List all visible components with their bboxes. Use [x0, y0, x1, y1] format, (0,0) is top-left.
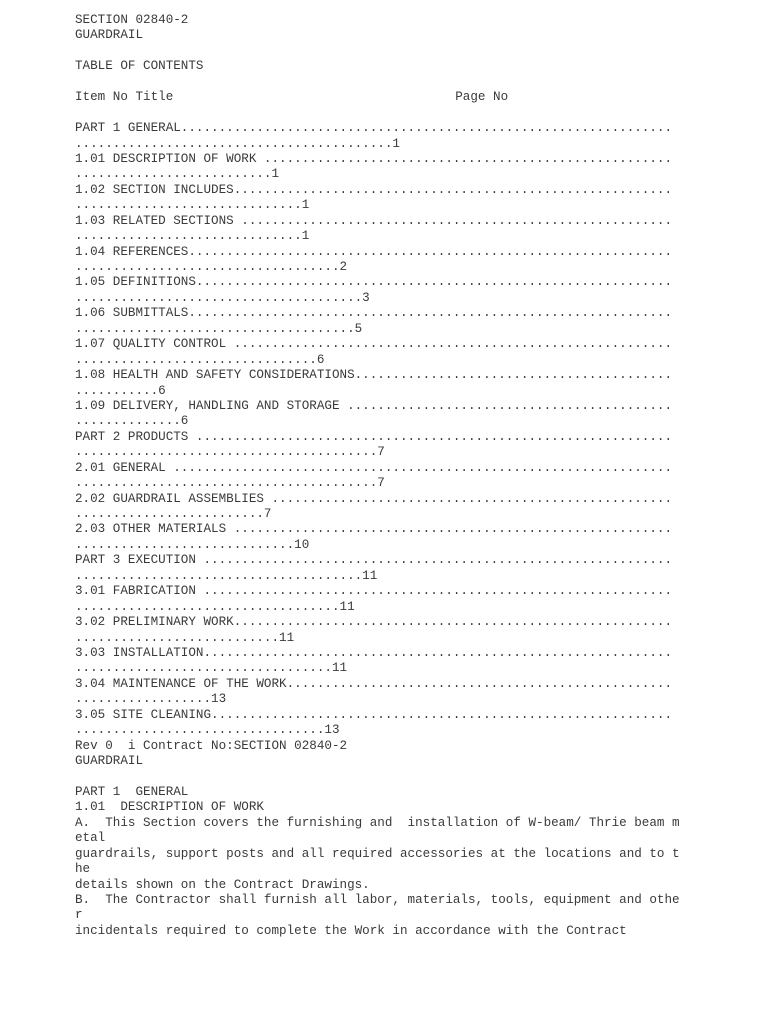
- toc-entry-page: ...........6: [75, 383, 166, 398]
- body-text-line: details shown on the Contract Drawings.: [75, 877, 370, 892]
- body-text-line: incidentals required to complete the Work in accordance with the Contract: [75, 923, 627, 938]
- toc-entry-page: .....................................5: [75, 321, 363, 336]
- section-title: GUARDRAIL: [75, 28, 144, 43]
- toc-entry-leader: PART 3 EXECUTION ..............................................................: [75, 553, 673, 568]
- toc-entry-page: ..........................................1: [75, 136, 400, 151]
- toc-entry-page: ..........................1: [75, 167, 280, 182]
- toc-entry-leader: 3.04 MAINTENANCE OF THE WORK...................................................: [75, 676, 673, 691]
- toc-entry-page: ..............6: [75, 414, 189, 429]
- toc-entry-page: ...........................11: [75, 630, 295, 645]
- toc-entry-page: ......................................11: [75, 568, 378, 583]
- toc-entry-page: .........................7: [75, 507, 272, 521]
- toc-entry-page: ..................13: [75, 692, 227, 707]
- body-text-line: B. The Contractor shall furnish all labor, materials, tools, equipment and othe: [75, 892, 680, 907]
- subheading: 1.01 DESCRIPTION OF WORK: [75, 800, 264, 815]
- toc-entry-leader: 1.08 HEALTH AND SAFETY CONSIDERATIONS..........................................: [75, 368, 673, 383]
- toc-entry-leader: 2.03 OTHER MATERIALS ..........................................................: [75, 522, 673, 537]
- toc-entry-leader: PART 2 PRODUCTS ...............................................................: [75, 429, 673, 444]
- toc-entry-leader: 1.07 QUALITY CONTROL ..........................................................: [75, 337, 673, 352]
- toc-entry-leader: 3.02 PRELIMINARY WORK..........................................................: [75, 615, 673, 630]
- toc-entry-leader: 1.02 SECTION INCLUDES..........................................................: [75, 182, 673, 197]
- toc-entry-page: ...................................11: [75, 599, 355, 614]
- toc-entry-leader: 3.05 SITE CLEANING.............................................................: [75, 707, 673, 722]
- blank-line: [75, 44, 695, 59]
- toc-list: [75, 121, 695, 739]
- toc-heading: TABLE OF CONTENTS: [75, 59, 204, 74]
- toc-entry-leader: 1.05 DEFINITIONS...............................................................: [75, 275, 673, 290]
- body-text-line: he: [75, 862, 91, 877]
- blank-line: [75, 769, 695, 784]
- toc-entry-leader: 3.03 INSTALLATION..............................................................: [75, 645, 673, 660]
- body-text-line: r: [75, 908, 83, 923]
- toc-entry-leader: 2.01 GENERAL ..................................................................: [75, 460, 673, 475]
- part-heading: PART 1 GENERAL: [75, 784, 189, 799]
- toc-entry-page: .............................10: [75, 537, 310, 552]
- blank-line: [75, 75, 695, 90]
- toc-entry-page: ..............................1: [75, 229, 310, 244]
- toc-entry-leader: 2.02 GUARDRAIL ASSEMBLIES .....................................................: [75, 491, 673, 506]
- toc-entry-leader: 1.03 RELATED SECTIONS .........................................................: [75, 213, 673, 228]
- body-text-line: etal: [75, 831, 106, 846]
- toc-entry-leader: PART 1 GENERAL.................................................................: [75, 121, 673, 136]
- toc-entry-leader: 3.01 FABRICATION ..............................................................: [75, 584, 673, 599]
- toc-entry-page: ........................................7: [75, 476, 385, 491]
- body-text-line: A. This Section covers the furnishing and installation of W-beam/ Thrie beam m: [75, 815, 680, 830]
- section-number: SECTION 02840-2: [75, 13, 189, 27]
- toc-column-headers: [75, 90, 695, 105]
- toc-column-page-no: Page No: [455, 90, 509, 105]
- toc-entry-page: ..................................11: [75, 661, 348, 676]
- toc-entry-leader: 1.06 SUBMITTALS................................................................: [75, 306, 673, 321]
- toc-entry-leader: 1.09 DELIVERY, HANDLING AND STORAGE ...........................................: [75, 398, 673, 413]
- footer-title: GUARDRAIL: [75, 754, 144, 768]
- toc-entry-leader: 1.04 REFERENCES................................................................: [75, 244, 673, 259]
- toc-column-item-title: Item No Title: [75, 90, 174, 105]
- footer-revision: Rev 0 i Contract No:SECTION 02840-2: [75, 738, 348, 753]
- toc-entry-page: ......................................3: [75, 290, 370, 305]
- toc-entry-page: ........................................7: [75, 445, 385, 460]
- toc-entry-page: ...................................2: [75, 260, 348, 274]
- toc-entry-page: ................................6: [75, 352, 325, 367]
- toc-entry-page: .................................13: [75, 723, 340, 738]
- toc-entry-leader: 1.01 DESCRIPTION OF WORK ......................................................: [75, 151, 673, 166]
- blank-line: [75, 106, 695, 121]
- body-text-line: guardrails, support posts and all required accessories at the locations and to t: [75, 846, 680, 861]
- toc-entry-page: ..............................1: [75, 198, 310, 213]
- document-text: [75, 13, 695, 939]
